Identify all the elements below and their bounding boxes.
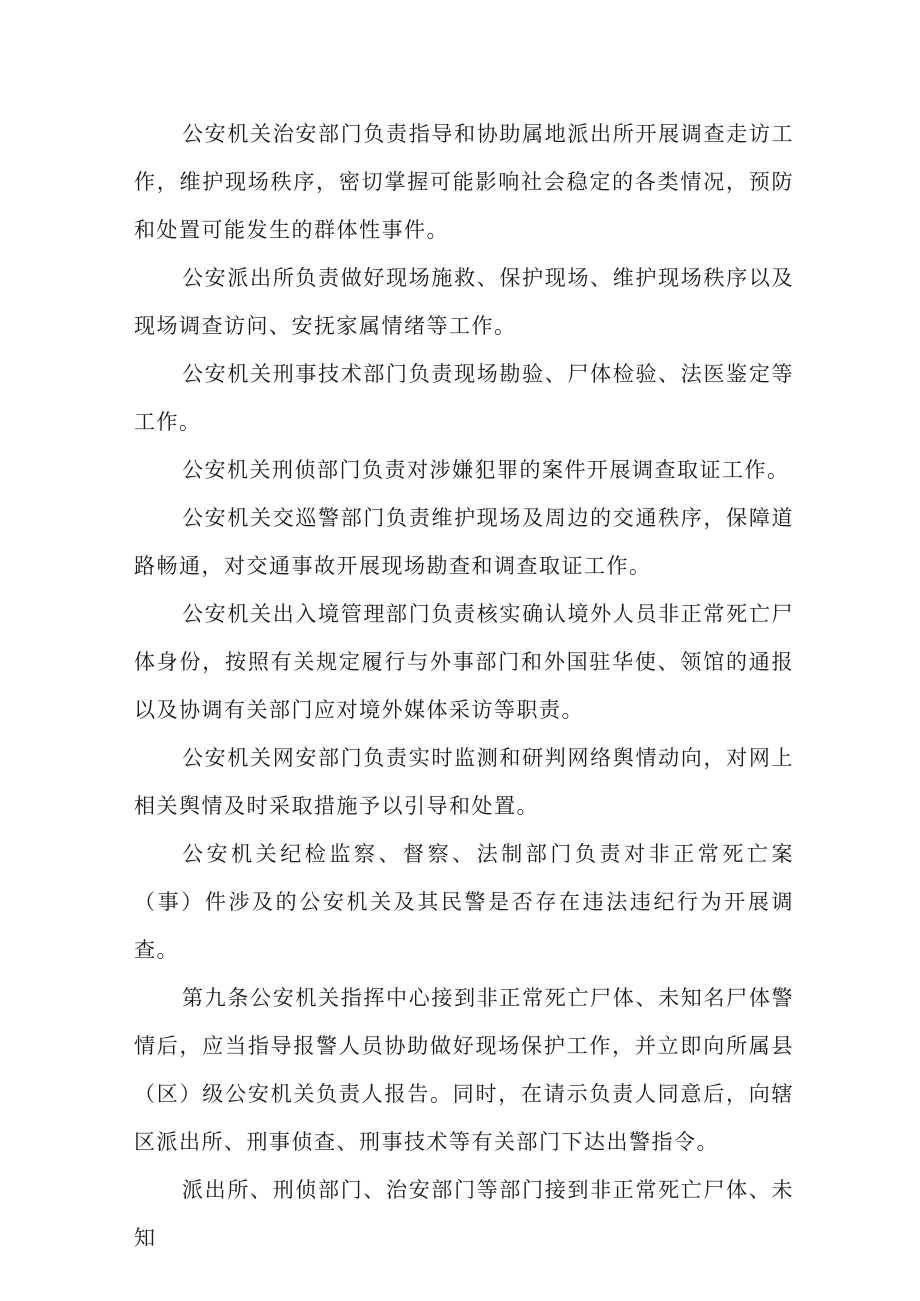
paragraph-police-station: 公安派出所负责做好现场施救、保护现场、维护现场秩序以及现场调查访问、安抚家属情绪等工作。 <box>134 266 794 338</box>
paragraph-cyber-security-dept: 公安机关网安部门负责实时监测和研判网络舆情动向，对网上相关舆情及时采取措施予以引导和处置。 <box>134 746 794 818</box>
paragraph-traffic-police-dept: 公安机关交巡警部门负责维护现场及周边的交通秩序，保障道路畅通，对交通事故开展现场勘查和调查取证工作。 <box>134 506 794 578</box>
paragraph-public-order-dept: 公安机关治安部门负责指导和协助属地派出所开展调查走访工作，维护现场秩序，密切掌握可能影响社会稳定的各类情况，预防和处置可能发生的群体性事件。 <box>134 122 794 242</box>
paragraph-station-dispatch: 派出所、刑侦部门、治安部门等部门接到非正常死亡尸体、未知 <box>134 1178 794 1250</box>
paragraph-immigration-dept: 公安机关出入境管理部门负责核实确认境外人员非正常死亡尸体身份，按照有关规定履行与外事部门和外国驻华使、领馆的通报以及协调有关部门应对境外媒体采访等职责。 <box>134 602 794 722</box>
paragraph-discipline-inspection-dept: 公安机关纪检监察、督察、法制部门负责对非正常死亡案（事）件涉及的公安机关及其民警是否存在违法违纪行为开展调查。 <box>134 842 794 962</box>
paragraph-forensic-dept: 公安机关刑事技术部门负责现场勘验、尸体检验、法医鉴定等工作。 <box>134 362 794 434</box>
paragraph-article-nine: 第九条公安机关指挥中心接到非正常死亡尸体、未知名尸体警情后，应当指导报警人员协助做好现场保护工作，并立即向所属县（区）级公安机关负责人报告。同时，在请示负责人同意后，向辖区派出所、刑事侦查、刑事技术等有关部门下达出警指令。 <box>134 986 794 1154</box>
paragraph-criminal-investigation-dept: 公安机关刑侦部门负责对涉嫌犯罪的案件开展调查取证工作。 <box>182 458 790 482</box>
document-body <box>134 110 794 1262</box>
